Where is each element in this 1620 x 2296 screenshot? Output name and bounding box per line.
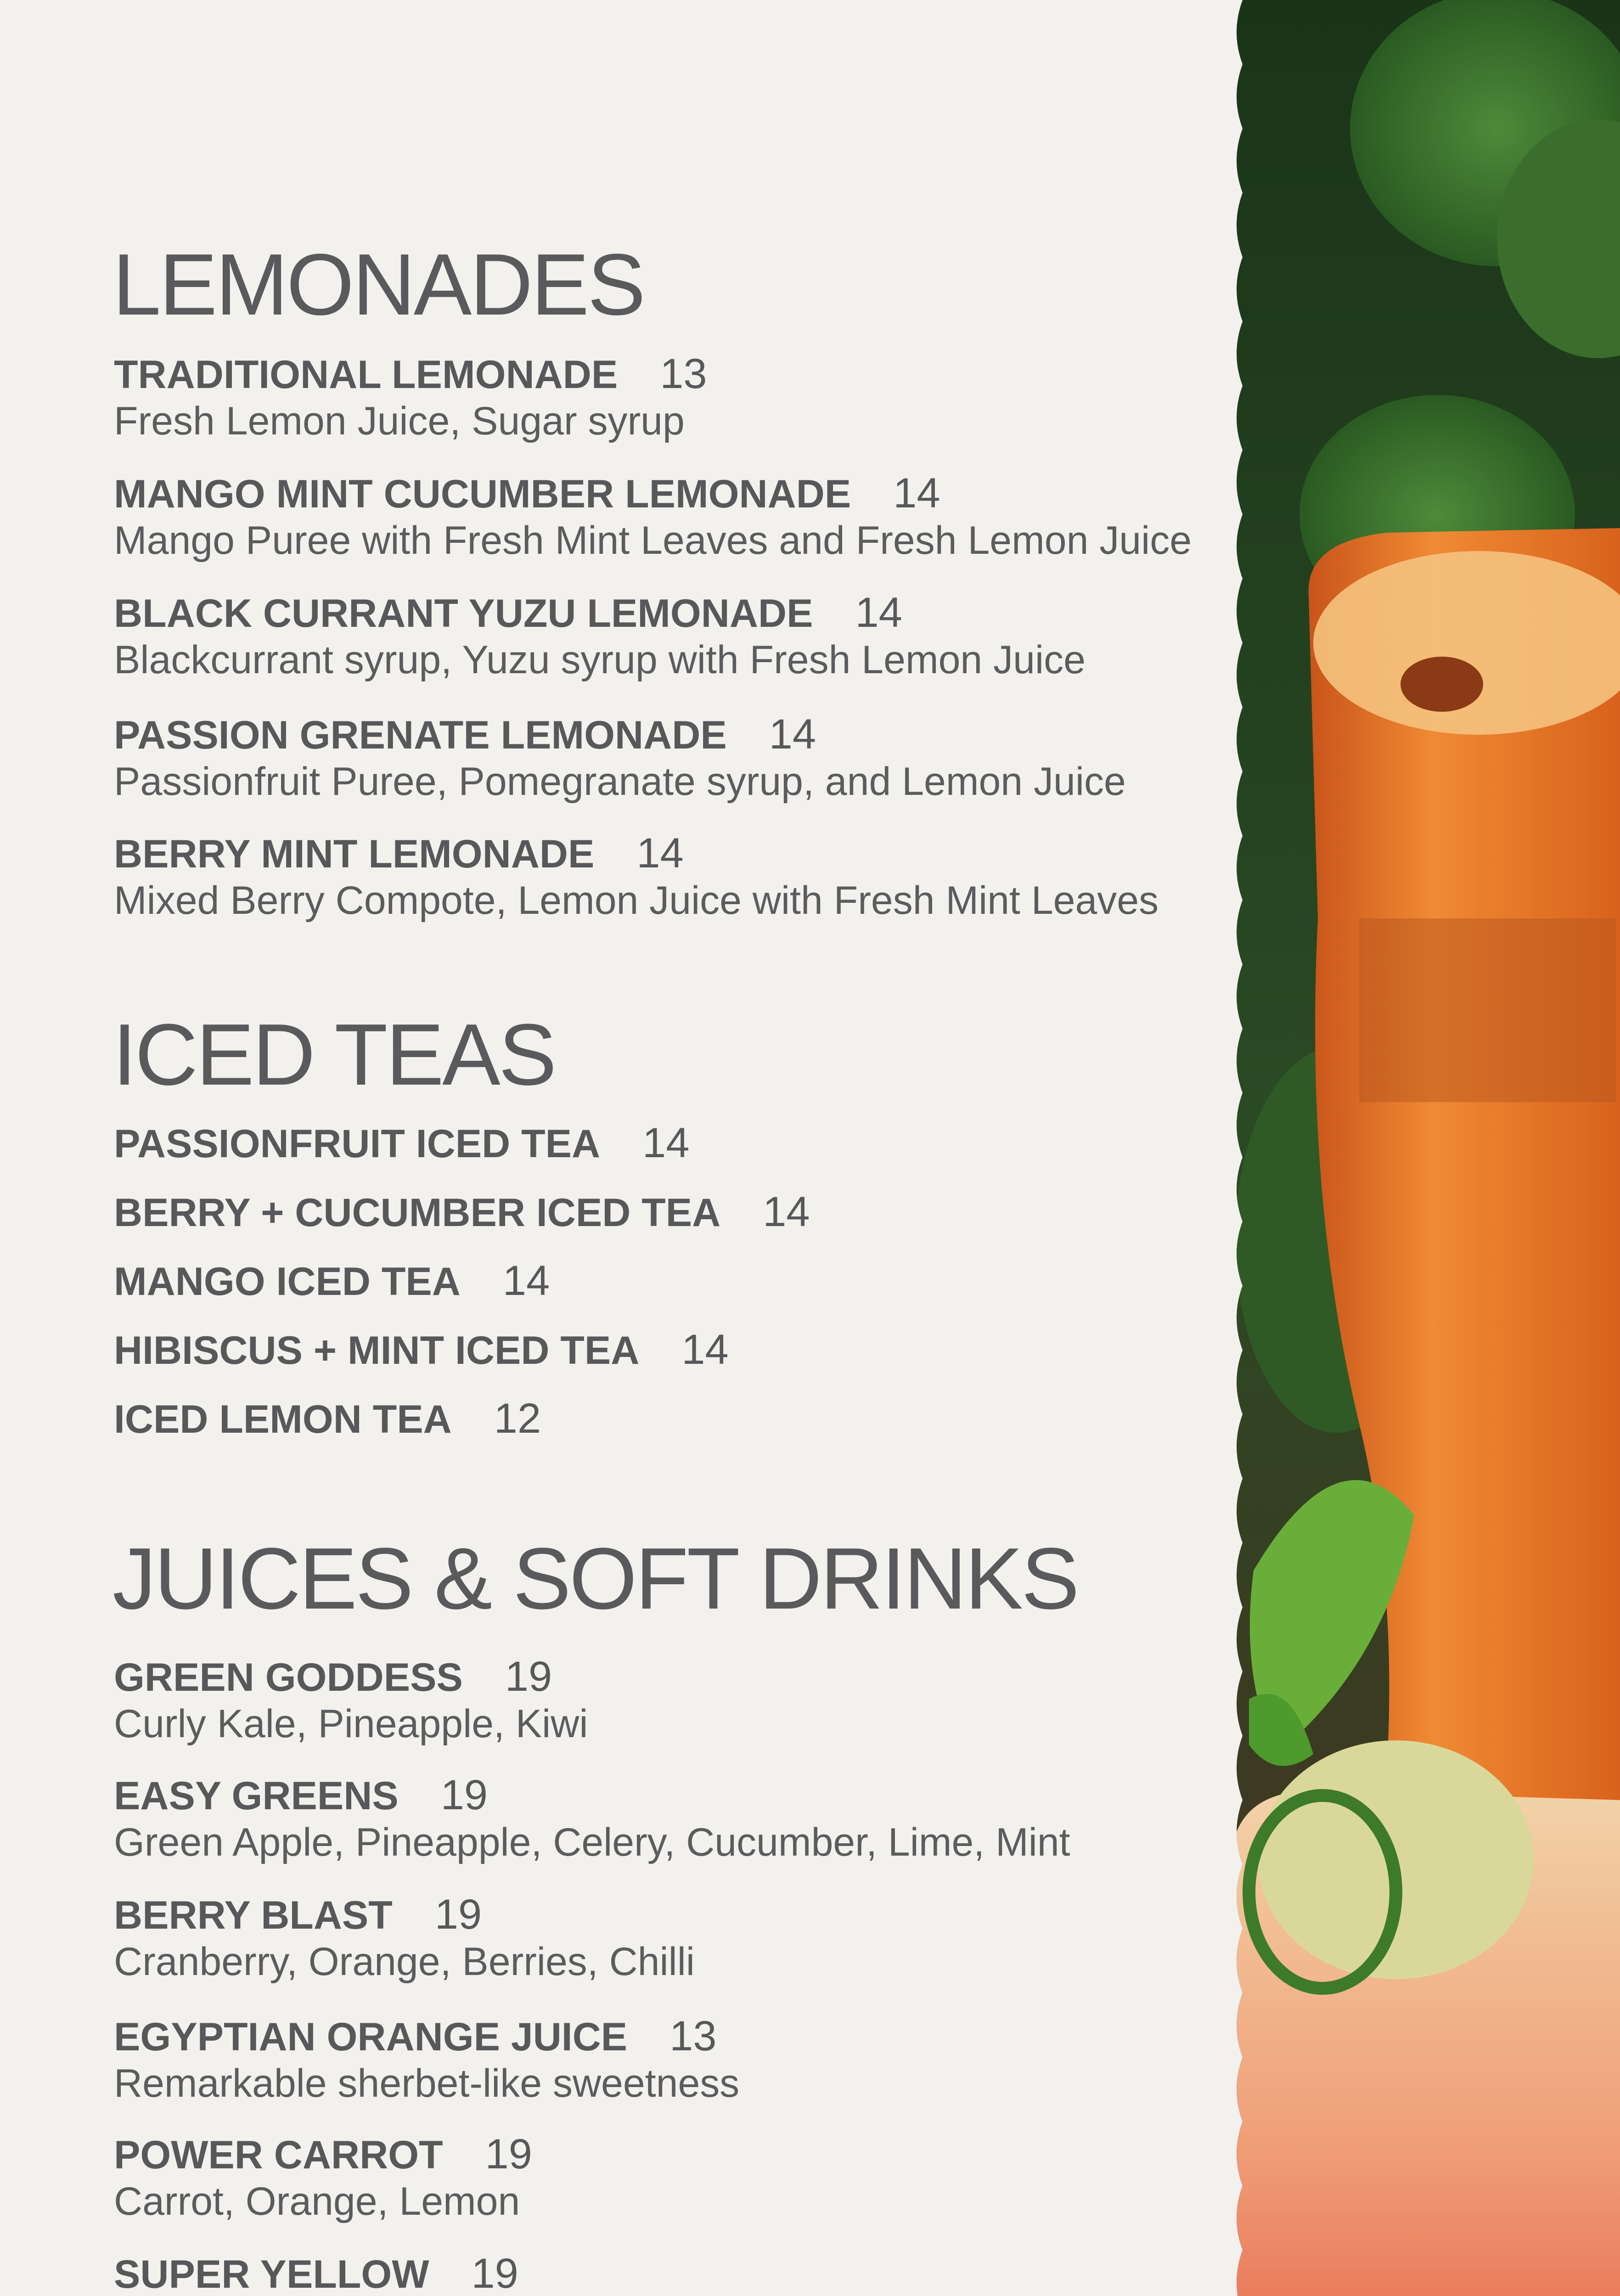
item-price: 12 (494, 1395, 541, 1442)
item-name: GREEN GODDESS (114, 1655, 463, 1699)
item-price: 19 (505, 1653, 552, 1700)
menu-item (114, 1397, 541, 1440)
item-description: Passionfruit Puree, Pomegranate syrup, and Lemon Juice (114, 760, 1126, 804)
item-name: ICED LEMON TEA (114, 1397, 452, 1441)
item-name: POWER CARROT (114, 2133, 443, 2177)
menu-item (114, 1257, 550, 1304)
item-name: MANGO MINT CUCUMBER LEMONADE (114, 472, 851, 516)
menu-item (114, 1774, 1070, 1862)
section-title-iced-teas: ICED TEAS (112, 1006, 555, 1103)
drinks-photo (1221, 0, 1620, 2296)
menu-item (114, 470, 1192, 563)
item-name: PASSIONFRUIT ICED TEA (114, 1122, 601, 1166)
menu-item (114, 830, 1159, 923)
item-price: 14 (502, 1257, 550, 1304)
item-name: SUPER YELLOW (114, 2252, 429, 2296)
item-description: Blackcurrant syrup, Yuzu syrup with Fresh Lemon Juice (114, 638, 1086, 682)
item-price: 14 (893, 470, 940, 517)
item-price: 14 (642, 1120, 690, 1166)
item-description: Mango Puree with Fresh Mint Leaves and Fresh Lemon Juice (114, 518, 1192, 563)
item-price: 13 (669, 2013, 717, 2060)
menu-item (114, 1891, 695, 1984)
item-name: BLACK CURRANT YUZU LEMONADE (114, 591, 813, 636)
section-title-lemonades: LEMONADES (112, 236, 644, 333)
menu-item (114, 1328, 729, 1371)
item-price: 14 (855, 589, 902, 636)
item-price: 14 (636, 830, 684, 877)
item-price: 14 (769, 711, 816, 758)
item-price: 19 (434, 1891, 482, 1938)
item-description: Carrot, Orange, Lemon (114, 2179, 520, 2223)
menu-item (114, 2133, 532, 2221)
item-name: EGYPTIAN ORANGE JUICE (114, 2015, 628, 2059)
section-title-juices: JUICES & SOFT DRINKS (112, 1530, 1078, 1627)
item-description: Fresh Lemon Juice, Sugar syrup (114, 399, 685, 443)
item-name: TRADITIONAL LEMONADE (114, 353, 618, 397)
item-price: 14 (681, 1326, 729, 1373)
item-description: Remarkable sherbet-like sweetness (114, 2061, 740, 2105)
item-price: 19 (440, 1772, 488, 1818)
menu-item (114, 2252, 957, 2296)
item-price: 14 (763, 1188, 810, 1235)
item-name: PASSION GRENATE LEMONADE (114, 713, 727, 757)
item-description: Mixed Berry Compote, Lemon Juice with Fresh Mint Leaves (114, 878, 1159, 923)
item-name: BERRY + CUCUMBER ICED TEA (114, 1191, 721, 1235)
menu-item (114, 711, 1126, 804)
item-description: Green Apple, Pineapple, Celery, Cucumber, Lime, Mint (114, 1820, 1070, 1864)
menu-item (114, 1122, 689, 1164)
menu-item (114, 2015, 739, 2103)
item-description: Curly Kale, Pineapple, Kiwi (114, 1702, 588, 1746)
item-name: MANGO ICED TEA (114, 1260, 461, 1304)
item-name: BERRY BLAST (114, 1893, 393, 1937)
menu-item (114, 1188, 810, 1235)
menu-item (114, 1655, 588, 1744)
menu-item (114, 350, 707, 443)
item-name: HIBISCUS + MINT ICED TEA (114, 1328, 640, 1373)
item-price: 19 (485, 2131, 532, 2178)
item-price: 13 (660, 350, 707, 397)
item-name: BERRY MINT LEMONADE (114, 832, 595, 876)
item-description: Cranberry, Orange, Berries, Chilli (114, 1940, 695, 1984)
menu-item (114, 591, 1086, 680)
item-price: 19 (471, 2250, 518, 2296)
item-name: EASY GREENS (114, 1774, 399, 1818)
